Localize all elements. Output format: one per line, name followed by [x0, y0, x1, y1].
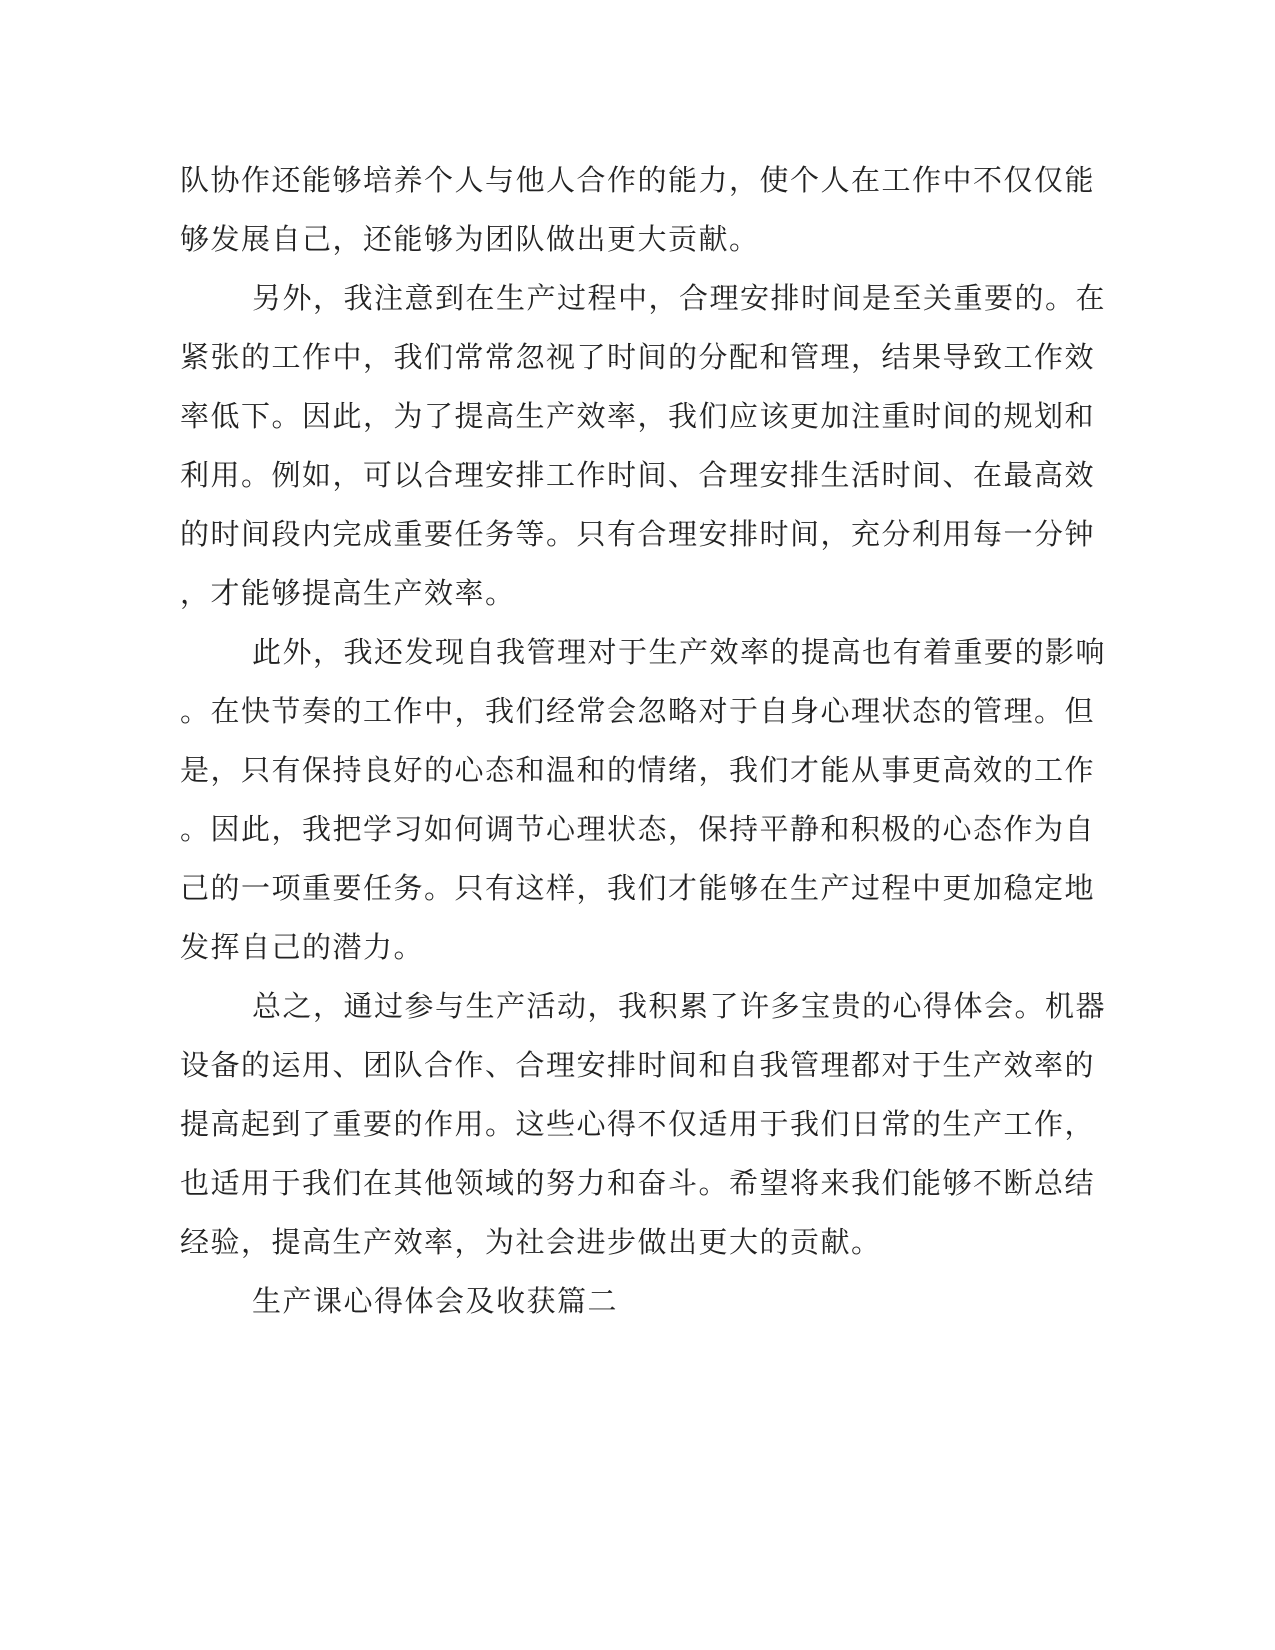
text-line: ，才能够提高生产效率。	[180, 576, 516, 610]
text-line: 率低下。因此，为了提高生产效率，我们应该更加注重时间的规划和	[180, 399, 1096, 433]
text-line: 。在快节奏的工作中，我们经常会忽略对于自身心理状态的管理。但	[180, 694, 1096, 728]
text-line: 提高起到了重要的作用。这些心得不仅适用于我们日常的生产工作，	[180, 1107, 1096, 1141]
text-line: 设备的运用、团队合作、合理安排时间和自我管理都对于生产效率的	[180, 1048, 1096, 1082]
text-line: 己的一项重要任务。只有这样，我们才能够在生产过程中更加稳定地	[180, 871, 1096, 905]
section-heading: 生产课心得体会及收获篇二	[252, 1284, 619, 1318]
text-line: 紧张的工作中，我们常常忽视了时间的分配和管理，结果导致工作效	[180, 340, 1096, 374]
text-line: 发挥自己的潜力。	[180, 930, 425, 964]
text-line: 的时间段内完成重要任务等。只有合理安排时间，充分利用每一分钟	[180, 517, 1096, 551]
text-line: 利用。例如，可以合理安排工作时间、合理安排生活时间、在最高效	[180, 458, 1096, 492]
text-line: 够发展自己，还能够为团队做出更大贡献。	[180, 222, 760, 256]
paragraph-first-line: 另外，我注意到在生产过程中，合理安排时间是至关重要的。在	[252, 281, 1107, 315]
text-line: 是，只有保持良好的心态和温和的情绪，我们才能从事更高效的工作	[180, 753, 1096, 787]
paragraph-first-line: 总之，通过参与生产活动，我积累了许多宝贵的心得体会。机器	[252, 989, 1107, 1023]
paragraph-first-line: 此外，我还发现自我管理对于生产效率的提高也有着重要的影响	[252, 635, 1107, 669]
text-line: 队协作还能够培养个人与他人合作的能力，使个人在工作中不仅仅能	[180, 163, 1096, 197]
text-line: 经验，提高生产效率，为社会进步做出更大的贡献。	[180, 1225, 882, 1259]
text-line: 。因此，我把学习如何调节心理状态，保持平静和积极的心态作为自	[180, 812, 1096, 846]
text-line: 也适用于我们在其他领域的努力和奋斗。希望将来我们能够不断总结	[180, 1166, 1096, 1200]
